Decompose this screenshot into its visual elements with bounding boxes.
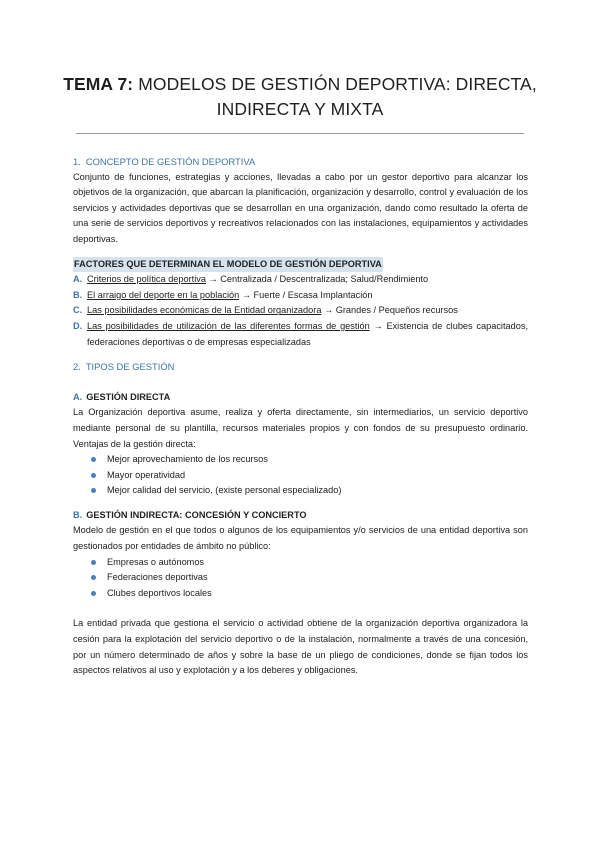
list-item-text: Mejor aprovechamiento de los recursos	[107, 454, 268, 465]
factor-letter: C.	[73, 305, 83, 316]
indirect-entities-list	[73, 555, 528, 602]
section2-title: TIPOS DE GESTIÓN	[85, 361, 175, 373]
document-body	[73, 154, 528, 679]
title-line2: INDIRECTA Y MIXTA	[216, 99, 384, 119]
direct-title: GESTIÓN DIRECTA	[86, 391, 171, 402]
list-item-text: Mayor operatividad	[107, 469, 186, 480]
direct-letter: A.	[73, 391, 83, 402]
factor-item	[73, 319, 528, 350]
list-item	[73, 570, 528, 586]
factor-letter: D.	[73, 320, 83, 331]
title-rest: MODELOS DE GESTIÓN DEPORTIVA: DIRECTA,	[133, 74, 537, 94]
factor-item	[73, 272, 528, 288]
list-item	[73, 468, 528, 484]
factor-underlined: El arraigo del deporte en la población	[87, 289, 240, 300]
section1-number: 1.	[73, 156, 81, 167]
list-item	[73, 555, 528, 571]
indirect-paragraph-2: La entidad privada que gestiona el servicio o actividad obtiene de la organización deportiva organizadora la cesión para la explotación del servicio deportivo o de la instalación, normalmente a través de una concesión, por un número determinado de años y sobre la base de un pliego de condiciones, donde se fijan todos los aspectos relativos al uso y explotación y a los deberes y obligaciones.	[73, 618, 528, 676]
indirect-heading	[73, 508, 528, 524]
title-bold: TEMA 7:	[63, 74, 134, 94]
list-item-text: Federaciones deportivas	[107, 572, 208, 583]
factors-heading: FACTORES QUE DETERMINAN EL MODELO DE GESTIÓN DEPORTIVA	[73, 257, 383, 273]
section2-number: 2.	[73, 361, 81, 373]
list-item-text: Clubes deportivos locales	[107, 587, 212, 598]
factor-rest: → Existencia de clubes capacitados, federaciones deportivas o de empresas especializadas	[87, 320, 528, 347]
bullet-icon	[91, 488, 96, 493]
section2-heading	[73, 359, 528, 375]
section1-title: CONCEPTO DE GESTIÓN DEPORTIVA	[85, 156, 256, 167]
factor-letter: A.	[73, 274, 83, 285]
direct-paragraph: La Organización deportiva asume, realiza y oferta directamente, sin intermediarios, un servicio deportivo mediante personal de su plantilla, recursos materiales propios y con fondos de su presupuesto ordinario. Ventajas de la gestión directa:	[73, 407, 528, 449]
section1-paragraph: Conjunto de funciones, estrategias y acciones, llevadas a cabo por un gestor deportivo para alcanzar los objetivos de la organización, que abarcan la planificación, organización y desarrollo, control y evaluación de los servicios y actividades deportivas que se desarrollan en una organización, dando como resultado la oferta de una serie de servicios deportivos y recreativos relacionados con las instalaciones, equipamientos y actividades deportivas.	[73, 171, 528, 244]
direct-heading	[73, 390, 528, 406]
factor-rest: → Centralizada / Descentralizada; Salud/Rendimiento	[206, 274, 429, 285]
bullet-icon	[91, 575, 96, 580]
indirect-title: GESTIÓN INDIRECTA: CONCESIÓN Y CONCIERTO	[86, 509, 307, 520]
list-item	[73, 452, 528, 468]
factor-letter: B.	[73, 289, 83, 300]
factor-underlined: Las posibilidades económicas de la Entidad organizadora	[87, 305, 322, 316]
factor-underlined: Criterios de política deportiva	[87, 274, 206, 285]
page-title	[40, 72, 560, 122]
direct-advantages-list	[73, 452, 528, 499]
factor-underlined: Las posibilidades de utilización de las diferentes formas de gestión	[87, 320, 370, 331]
factors-list	[73, 272, 528, 350]
list-item-text: Empresas o autónomos	[107, 556, 205, 567]
title-divider	[76, 133, 524, 134]
bullet-icon	[91, 560, 96, 565]
factor-rest: → Fuerte / Escasa Implantación	[239, 289, 373, 300]
factor-item	[73, 303, 528, 319]
factor-item	[73, 288, 528, 304]
factor-rest: → Grandes / Pequeños recursos	[321, 305, 458, 316]
list-item	[73, 483, 528, 499]
bullet-icon	[91, 591, 96, 596]
indirect-letter: B.	[73, 509, 83, 520]
list-item-text: Mejor calidad del servicio, (existe personal especializado)	[107, 485, 342, 496]
bullet-icon	[91, 473, 96, 478]
list-item	[73, 586, 528, 602]
indirect-paragraph: Modelo de gestión en el que todos o algunos de los equipamientos y/o servicios de una entidad deportiva son gestionados por entidades de ámbito no público:	[73, 525, 528, 552]
bullet-icon	[91, 457, 96, 462]
section1-heading	[73, 154, 528, 170]
